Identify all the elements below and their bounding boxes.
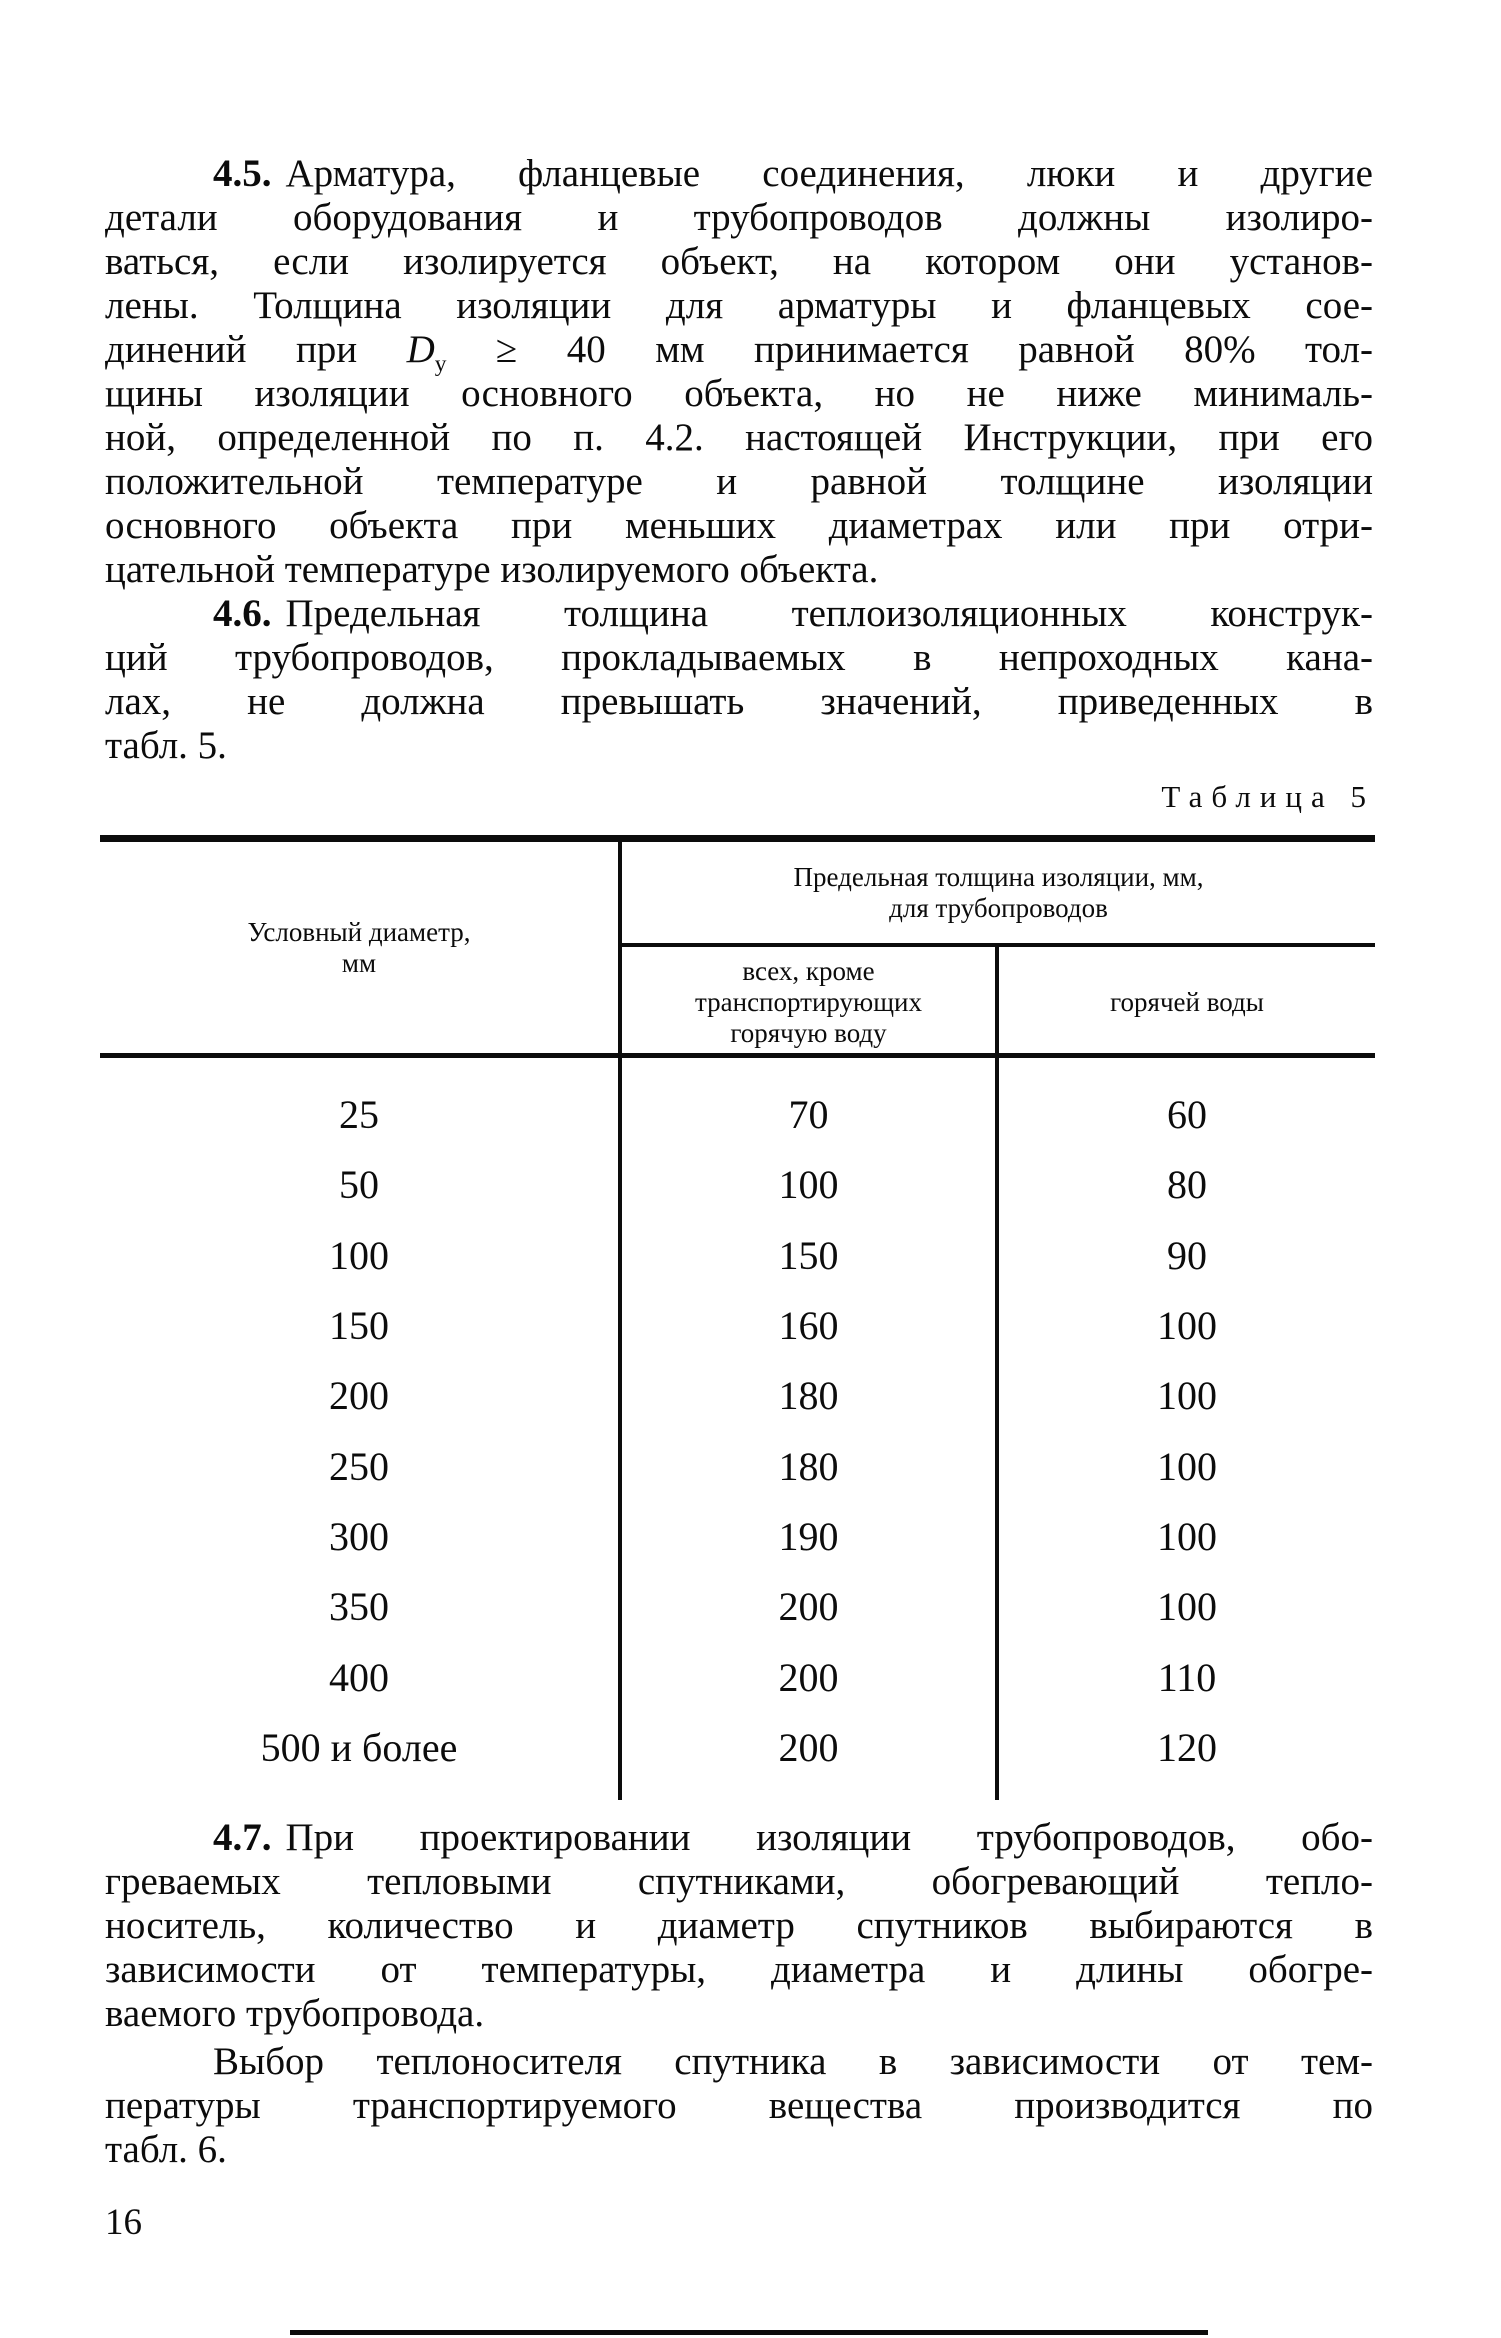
table-cell: 200	[778, 1655, 839, 1700]
text-line: щины изоляции основного объекта, но не ниже минималь-	[105, 372, 1373, 415]
table-rule-top	[100, 835, 1375, 842]
section-number: 4.7.	[213, 1816, 272, 1859]
text-line: цательной температуре изолируемого объекта.	[105, 548, 879, 591]
table-cell: 100	[329, 1233, 389, 1278]
text-span: динений при	[105, 328, 407, 371]
header-line: Условный диаметр,	[247, 916, 471, 947]
table-cell: 500 и более	[260, 1725, 458, 1770]
table-cell: 200	[778, 1725, 839, 1770]
table-cell: 100	[1157, 1584, 1217, 1629]
text-span: При проектировании изоляции трубопроводов, обо-	[285, 1816, 1373, 1859]
header-line: транспортирующих	[695, 986, 922, 1017]
header-line: горячую воду	[730, 1017, 887, 1048]
table-cell: 300	[329, 1514, 389, 1559]
text-line: зависимости от температуры, диаметра и длины обогре-	[105, 1948, 1373, 1991]
text-line: пературы транспортируемого вещества производится по	[105, 2084, 1373, 2127]
table-row	[100, 1093, 1375, 1137]
table-cell: 70	[788, 1092, 829, 1137]
table-cell: 160	[778, 1303, 839, 1348]
header-all-except-hot-water	[622, 951, 995, 1053]
paragraph-4-6	[105, 592, 1373, 768]
paragraph-4-7-continued	[105, 2040, 1373, 2172]
paragraph-4-5	[105, 152, 1373, 592]
section-number: 4.5.	[213, 152, 272, 195]
text-line	[105, 1816, 1373, 1860]
table-cell: 400	[329, 1655, 389, 1700]
table-cell: 350	[329, 1584, 389, 1629]
text-line	[105, 152, 1373, 196]
text-line: положительной температуре и равной толщине изоляции	[105, 460, 1373, 503]
text-line: греваемых тепловыми спутниками, обогревающий тепло-	[105, 1860, 1373, 1903]
table-cell: 250	[329, 1444, 389, 1489]
table-cell: 150	[329, 1303, 389, 1348]
text-span: Арматура, фланцевые соединения, люки и другие	[285, 152, 1373, 195]
table-row	[100, 1585, 1375, 1629]
table-cell: 80	[1167, 1162, 1207, 1207]
table-cell: 190	[778, 1514, 839, 1559]
table-cell: 60	[1167, 1092, 1207, 1137]
text-line: табл. 6.	[105, 2128, 227, 2171]
table-cell: 150	[778, 1233, 839, 1278]
page-number: 16	[105, 2202, 142, 2243]
scan-artifact-line	[290, 2330, 1208, 2335]
table-caption: Таблица 5	[1161, 779, 1375, 814]
header-hot-water	[999, 951, 1375, 1053]
table-5	[100, 835, 1375, 1800]
table-row	[100, 1515, 1375, 1559]
table-cell: 50	[339, 1162, 379, 1207]
table-cell: 100	[778, 1162, 839, 1207]
text-line: ций трубопроводов, прокладываемых в непроходных кана-	[105, 636, 1373, 679]
table-row	[100, 1374, 1375, 1418]
header-line: Предельная толщина изоляции, мм,	[793, 861, 1204, 892]
table-cell: 200	[778, 1584, 839, 1629]
table-cell: 100	[1157, 1373, 1217, 1418]
header-line: горячей воды	[1110, 986, 1264, 1017]
header-span-thickness	[622, 842, 1375, 943]
table-row	[100, 1726, 1375, 1770]
text-line: ваемого трубопровода.	[105, 1992, 485, 2035]
table-cell: 180	[778, 1444, 839, 1489]
text-line: лах, не должна превышать значений, приведенных в	[105, 680, 1373, 723]
table-row	[100, 1304, 1375, 1348]
table-cell: 110	[1157, 1655, 1217, 1700]
text-span: Предельная толщина теплоизоляционных конструк-	[285, 592, 1373, 635]
paragraph-4-7	[105, 1816, 1373, 2036]
formula-line	[105, 328, 1373, 377]
text-line: детали оборудования и трубопроводов должны изолиро-	[105, 196, 1373, 239]
text-line: лены. Толщина изоляции для арматуры и фланцевых сое-	[105, 284, 1373, 327]
table-cell: 180	[778, 1373, 839, 1418]
table-cell: 25	[339, 1092, 379, 1137]
text-line: Выбор теплоносителя спутника в зависимости от тем-	[213, 2040, 1373, 2083]
diameter-subscript: у	[434, 350, 447, 377]
text-line: основного объекта при меньших диаметрах или при отри-	[105, 504, 1373, 547]
section-number: 4.6.	[213, 592, 272, 635]
header-diameter	[100, 842, 618, 1053]
header-line: для трубопроводов	[889, 892, 1108, 923]
table-row	[100, 1234, 1375, 1278]
diameter-symbol: D	[406, 328, 435, 371]
text-line: ваться, если изолируется объект, на котором они установ-	[105, 240, 1373, 283]
table-cell: 100	[1157, 1303, 1217, 1348]
header-line: всех, кроме	[742, 955, 875, 986]
table-cell: 100	[1157, 1514, 1217, 1559]
header-line: мм	[341, 947, 377, 978]
text-line: табл. 5.	[105, 724, 227, 767]
table-row	[100, 1656, 1375, 1700]
text-line: ной, определенной по п. 4.2. настоящей Инструкции, при его	[105, 416, 1373, 459]
text-span: ≥ 40 мм принимается равной 80% тол-	[446, 328, 1373, 371]
table-row	[100, 1445, 1375, 1489]
table-row	[100, 1163, 1375, 1207]
text-line: носитель, количество и диаметр спутников выбираются в	[105, 1904, 1373, 1947]
text-line	[105, 592, 1373, 636]
table-cell: 120	[1157, 1725, 1217, 1770]
table-cell: 200	[329, 1373, 389, 1418]
table-cell: 100	[1157, 1444, 1217, 1489]
table-cell: 90	[1167, 1233, 1207, 1278]
table-rule-header-bottom	[100, 1053, 1375, 1058]
